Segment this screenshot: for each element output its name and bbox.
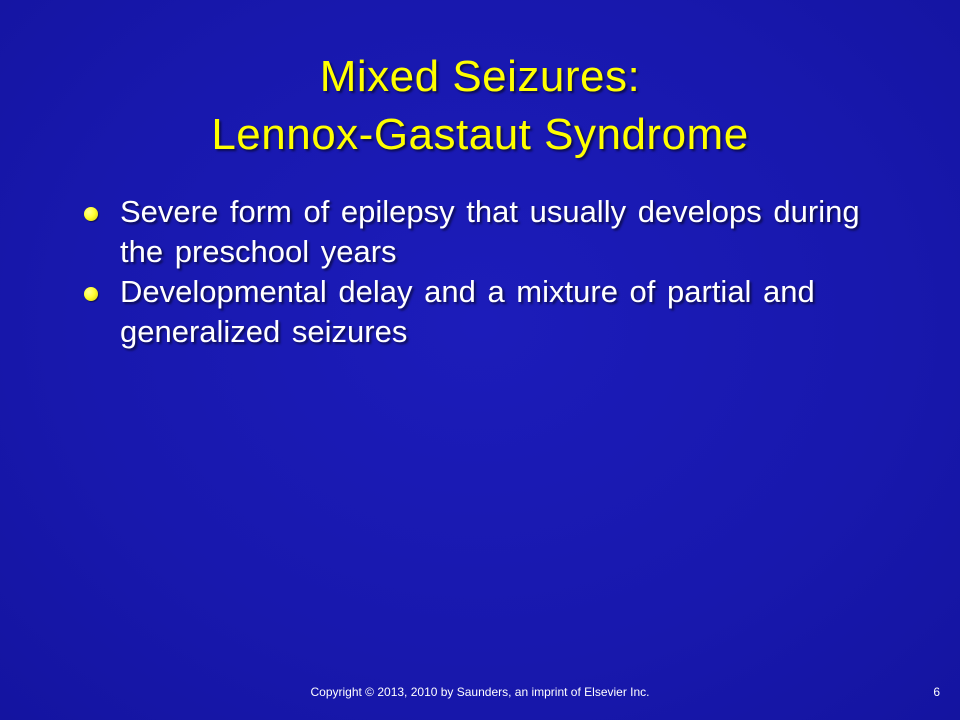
slide-title bbox=[0, 48, 960, 164]
title-line-2: Lennox-Gastaut Syndrome bbox=[211, 110, 749, 159]
bullet-text-1: Severe form of epilepsy that usually develops during the preschool years bbox=[120, 194, 860, 269]
bullet-list bbox=[80, 192, 900, 352]
title-line-1: Mixed Seizures: bbox=[319, 52, 641, 101]
bullet-item-2 bbox=[80, 272, 900, 352]
bullet-text-2: Developmental delay and a mixture of partial and generalized seizures bbox=[120, 274, 815, 349]
bullet-item-1 bbox=[80, 192, 900, 272]
copyright-footer: Copyright © 2013, 2010 by Saunders, an imprint of Elsevier Inc. bbox=[310, 685, 650, 699]
round-bullet-icon bbox=[84, 287, 98, 301]
page-number: 6 bbox=[933, 685, 940, 699]
round-bullet-icon bbox=[84, 207, 98, 221]
